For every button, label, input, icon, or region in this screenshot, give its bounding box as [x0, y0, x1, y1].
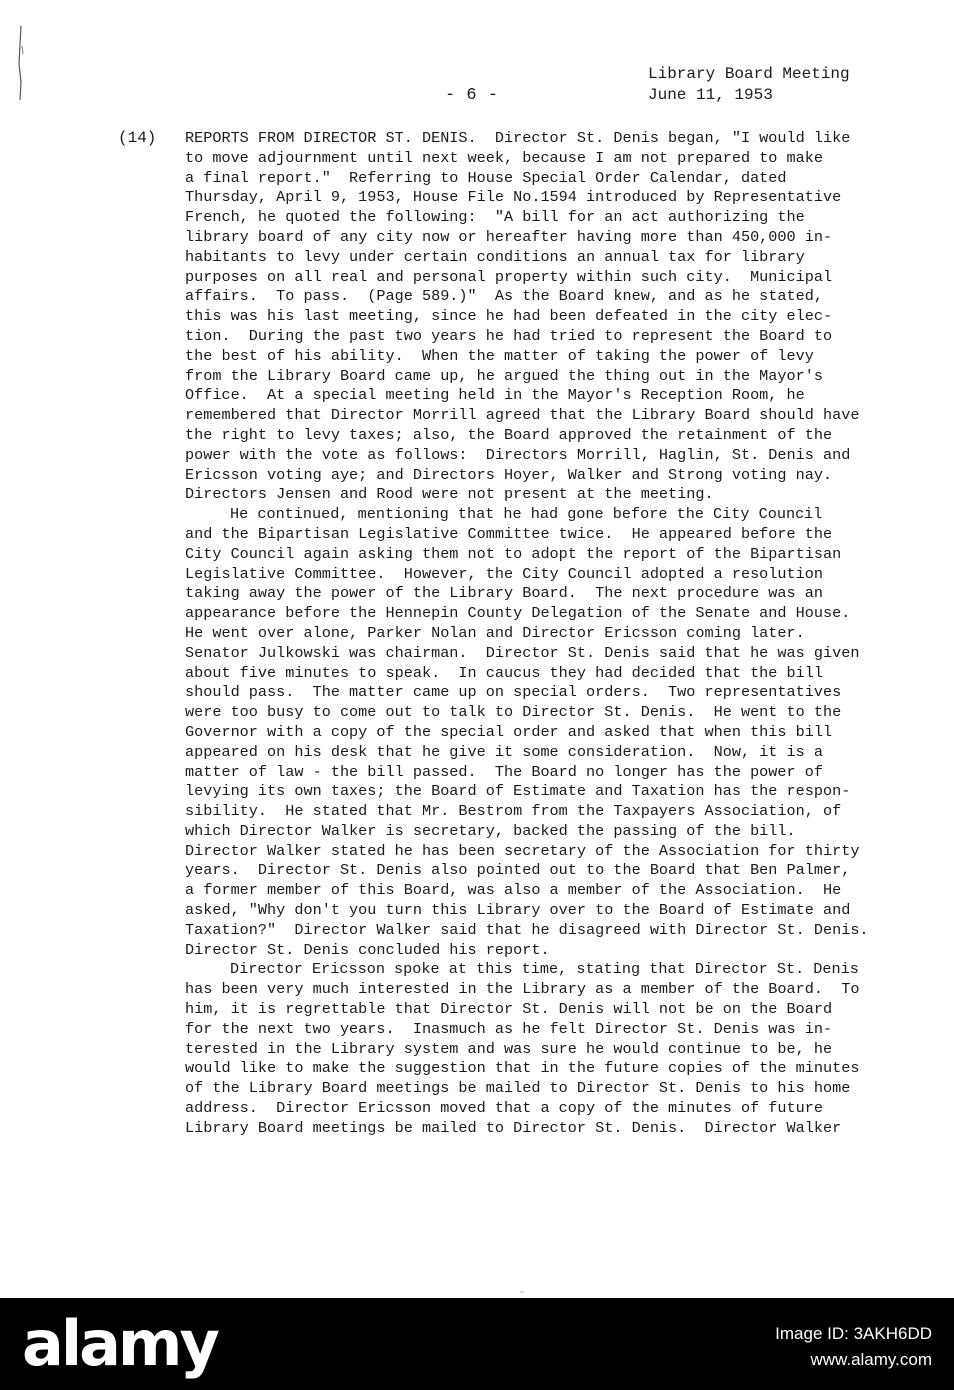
text-line: Legislative Committee. However, the City Council adopted a resolution — [185, 564, 823, 583]
text-line: should pass. The matter came up on special orders. Two representatives — [185, 683, 842, 702]
logo-text: alamy — [22, 1307, 217, 1380]
text-line: Ericsson voting aye; and Directors Hoyer, Walker and Strong voting nay. — [185, 465, 833, 484]
text-line: library board of any city now or hereafter having more than 450,000 in- — [185, 227, 833, 246]
scan-artifact-mark — [12, 24, 28, 104]
text-line: He continued, mentioning that he had gone before the City Council — [230, 505, 823, 524]
text-line: him, it is regrettable that Director St. Denis will not be on the Board — [185, 1000, 833, 1019]
text-line: affairs. To pass. (Page 589.)" As the Board knew, and as he stated, — [185, 287, 823, 306]
text-line: levying its own taxes; the Board of Estimate and Taxation has the respon- — [185, 782, 851, 801]
text-line: about five minutes to speak. In caucus they had decided that the bill — [185, 663, 823, 682]
text-line: Taxation?" Director Walker said that he disagreed with Director St. Denis. — [185, 920, 869, 939]
text-line: a former member of this Board, was also a member of the Association. He — [185, 881, 842, 900]
text-line: the best of his ability. When the matter of taking the power of levy — [185, 346, 814, 365]
header-title: Library Board Meeting — [648, 65, 850, 83]
header-date: June 11, 1953 — [648, 86, 773, 104]
text-line: sibility. He stated that Mr. Bestrom from the Taxpayers Association, of — [185, 802, 842, 821]
watermark-image-id: Image ID: 3AKH6DD — [775, 1324, 932, 1343]
text-line: tion. During the past two years he had tried to represent the Board to — [185, 326, 833, 345]
text-line: taking away the power of the Library Board. The next procedure was an — [185, 584, 823, 603]
document-header — [648, 64, 850, 106]
text-line: terested in the Library system and was sure he would continue to be, he — [185, 1039, 833, 1058]
text-line: asked, "Why don't you turn this Library over to the Board of Estimate and — [185, 901, 851, 920]
watermark-logo — [22, 1307, 232, 1380]
text-line: this was his last meeting, since he had been defeated in the city elec- — [185, 307, 833, 326]
text-line: power with the vote as follows: Directors Morrill, Haglin, St. Denis and — [185, 445, 851, 464]
text-line: Director Walker stated he has been secretary of the Association for thirty — [185, 841, 860, 860]
text-line: has been very much interested in the Library as a member of the Board. To — [185, 980, 860, 999]
watermark-site-url: www.alamy.com — [810, 1350, 932, 1369]
text-line: REPORTS FROM DIRECTOR ST. DENIS. Director St. Denis began, "I would like — [185, 129, 851, 147]
text-line: and the Bipartisan Legislative Committee twice. He appeared before the — [185, 524, 833, 543]
text-line: years. Director St. Denis also pointed out to the Board that Ben Palmer, — [185, 861, 851, 880]
text-line: appeared on his desk that he give it some consideration. Now, it is a — [185, 742, 823, 761]
text-line: from the Library Board came up, he argued the thing out in the Mayor's — [185, 366, 823, 385]
text-line: Director Ericsson spoke at this time, stating that Director St. Denis — [230, 960, 859, 979]
text-line: remembered that Director Morrill agreed that the Library Board should have — [185, 406, 860, 425]
watermark-banner — [0, 1298, 954, 1390]
text-line: the right to levy taxes; also, the Board approved the retainment of the — [185, 425, 833, 444]
text-line: habitants to levy under certain conditions an annual tax for library — [185, 247, 805, 266]
body-text — [185, 129, 905, 1139]
text-line: purposes on all real and personal property within such city. Municipal — [185, 267, 833, 286]
text-line: Governor with a copy of the special order and asked that when this bill — [185, 722, 833, 741]
text-line: appearance before the Hennepin County Delegation of the Senate and House. — [185, 604, 851, 623]
item-number: (14) — [118, 129, 157, 147]
text-line: He went over alone, Parker Nolan and Director Ericsson coming later. — [185, 623, 805, 642]
text-line: Director St. Denis concluded his report. — [185, 940, 550, 959]
text-line: were too busy to come out to talk to Director St. Denis. He went to the — [185, 703, 842, 722]
text-line: for the next two years. Inasmuch as he felt Director St. Denis was in- — [185, 1019, 833, 1038]
text-line: which Director Walker is secretary, backed the passing of the bill. — [185, 821, 796, 840]
page-number: - 6 - — [445, 86, 499, 105]
text-line: Library Board meetings be mailed to Director St. Denis. Director Walker — [185, 1118, 842, 1137]
text-line: address. Director Ericsson moved that a copy of the minutes of future — [185, 1099, 823, 1118]
text-line: of the Library Board meetings be mailed to Director St. Denis to his home — [185, 1079, 851, 1098]
text-line: French, he quoted the following: "A bill for an act authorizing the — [185, 208, 805, 227]
text-line: City Council again asking them not to adopt the report of the Bipartisan — [185, 544, 842, 563]
scan-speck — [520, 1291, 524, 1293]
text-line: Office. At a special meeting held in the Mayor's Reception Room, he — [185, 386, 805, 405]
text-line: matter of law - the bill passed. The Board no longer has the power of — [185, 762, 823, 781]
text-line: would like to make the suggestion that in the future copies of the minutes — [185, 1059, 860, 1078]
text-line: a final report." Referring to House Special Order Calendar, dated — [185, 168, 787, 187]
text-line: to move adjournment until next week, because I am not prepared to make — [185, 148, 823, 167]
text-line: Thursday, April 9, 1953, House File No.1594 introduced by Representative — [185, 188, 842, 207]
text-line: Directors Jensen and Rood were not present at the meeting. — [185, 485, 714, 504]
text-line: Senator Julkowski was chairman. Director St. Denis said that he was given — [185, 643, 860, 662]
